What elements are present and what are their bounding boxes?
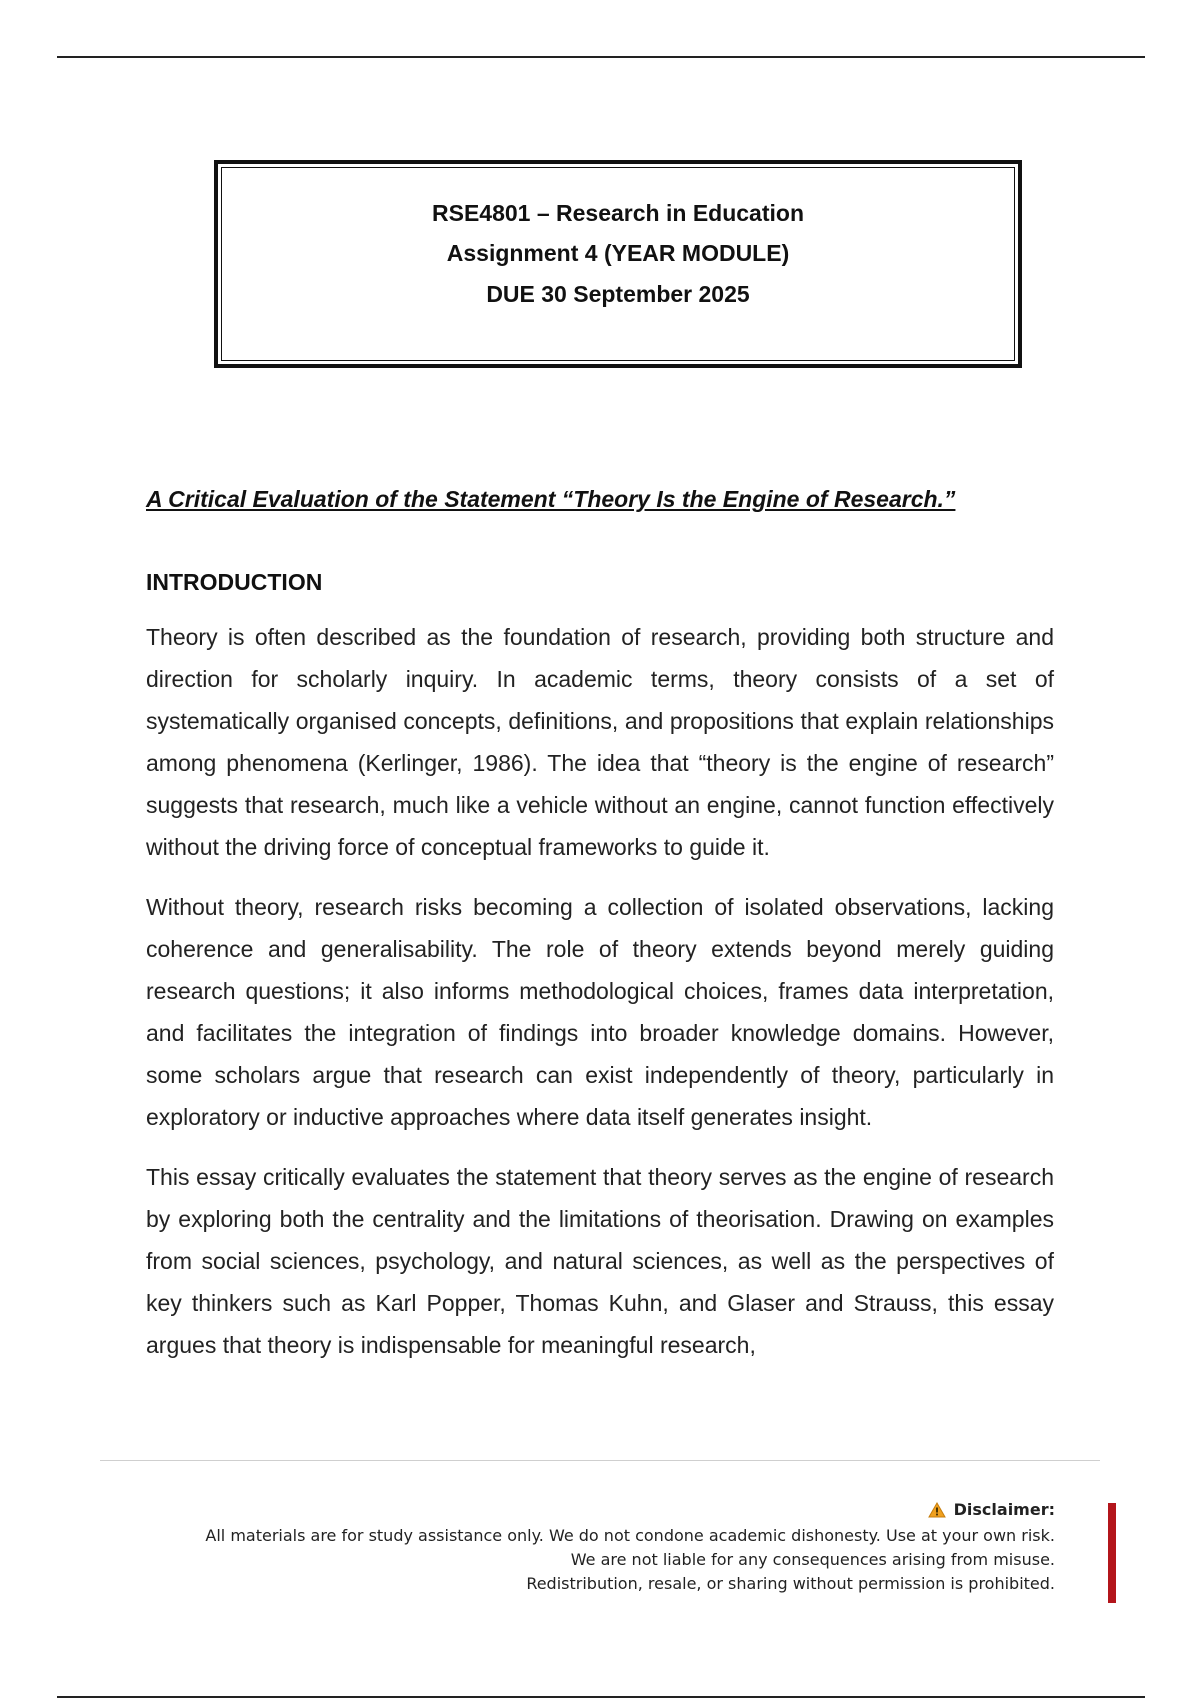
section-heading-introduction: INTRODUCTION — [146, 569, 323, 595]
disclaimer-accent-bar — [1108, 1503, 1116, 1603]
disclaimer — [205, 1500, 1055, 1596]
paragraph: Without theory, research risks becoming a collection of isolated observations, lacking coherence and generalisability. The role of theory extends beyond merely guiding research questions; it also informs methodological choices, frames data interpretation, and facilitates the integration of findings into broader knowledge domains. However, some scholars argue that research can exist independently of theory, particularly in exploratory or inductive approaches where data itself generates insight. — [146, 894, 1054, 1130]
essay-title: A Critical Evaluation of the Statement “Theory Is the Engine of Research.” — [146, 486, 956, 512]
disclaimer-line: Redistribution, resale, or sharing without permission is prohibited. — [526, 1574, 1055, 1593]
footer-divider — [100, 1460, 1100, 1461]
course-title: RSE4801 – Research in Education — [432, 199, 804, 226]
due-date: DUE 30 September 2025 — [486, 280, 750, 307]
disclaimer-header — [205, 1500, 1055, 1519]
bottom-rule — [57, 1696, 1145, 1698]
warning-icon — [928, 1502, 946, 1518]
essay-content — [146, 486, 1054, 1366]
title-box — [214, 160, 1022, 368]
assignment-title: Assignment 4 (YEAR MODULE) — [446, 240, 790, 267]
disclaimer-line: All materials are for study assistance only. We do not condone academic dishonesty. Use at your own risk. — [205, 1526, 1055, 1545]
paragraph: Theory is often described as the foundation of research, providing both structure and direction for scholarly inquiry. In academic terms, theory consists of a set of systematically organised concepts, definitions, and propositions that explain relationships among phenomena (Kerlinger, 1986). The idea that “theory is the engine of research” suggests that research, much like a vehicle without an engine, cannot function effectively without the driving force of conceptual frameworks to guide it. — [146, 624, 1054, 860]
paragraph: This essay critically evaluates the statement that theory serves as the engine of research by exploring both the centrality and the limitations of theorisation. Drawing on examples from social sciences, psychology, and natural sciences, as well as the perspectives of key thinkers such as Karl Popper, Thomas Kuhn, and Glaser and Strauss, this essay argues that theory is indispensable for meaningful research, — [146, 1164, 1054, 1358]
disclaimer-heading: Disclaimer: — [953, 1500, 1055, 1519]
disclaimer-line: We are not liable for any consequences arising from misuse. — [570, 1550, 1055, 1569]
top-rule — [57, 56, 1145, 58]
title-box-inner — [221, 167, 1015, 361]
